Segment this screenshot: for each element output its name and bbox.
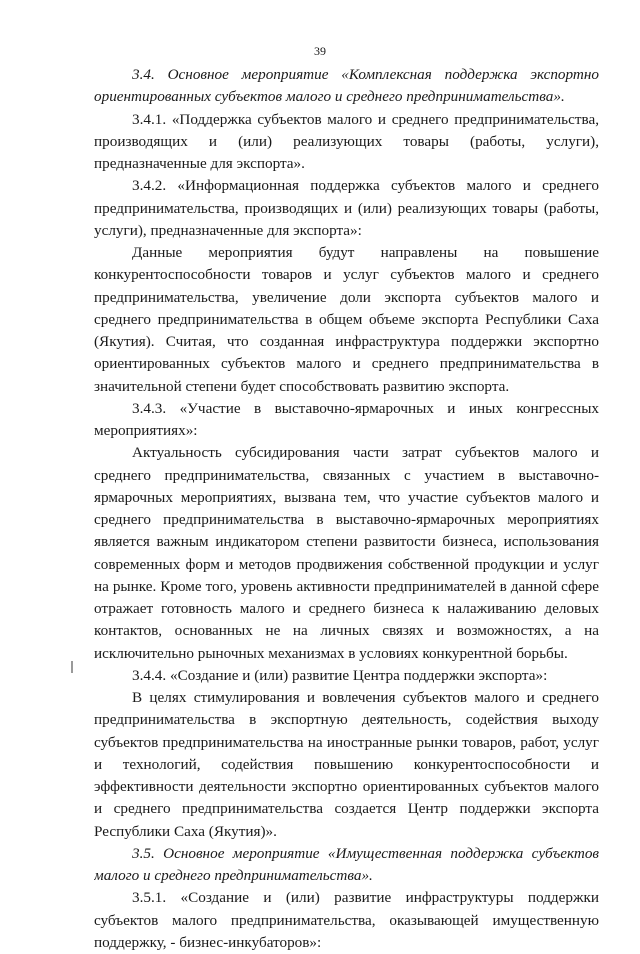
text-line: поддержку, - бизнес-инкубаторов»: — [94, 933, 322, 951]
text-line: субъектов малого предпринимательства, оказывающей имущественную — [94, 911, 599, 929]
text-line: исключительно рыночных механизмах в условиях конкурентной борьбы. — [94, 644, 568, 662]
text-line: и технологий, содействия повышению конкурентоспособности и — [94, 755, 599, 773]
text-line: 3.5.1. «Создание и (или) развитие инфраструктуры поддержки — [132, 889, 599, 907]
text-line: ярмарочных мероприятиях, вызвана тем, что участие субъектов малого и — [94, 488, 599, 506]
text-line: 3.4.2. «Информационная поддержка субъектов малого и среднего — [132, 177, 599, 195]
text-line: ориентированных субъектов малого и среднего предпринимательства в — [94, 355, 599, 373]
text-line: 3.5. Основное мероприятие «Имущественная поддержка субъектов — [132, 844, 599, 862]
text-line: мероприятиях»: — [94, 422, 198, 439]
text-line: и среднего предпринимательства создается Центр поддержки экспорта — [94, 800, 599, 818]
text-line: Республики Саха (Якутия)». — [94, 822, 277, 840]
text-line: Актуальность субсидирования части затрат субъектов малого и — [132, 444, 599, 462]
document-body — [94, 64, 599, 954]
text-line: современных форм и методов продвижения собственной продукции и услуг — [94, 555, 599, 573]
text-line: предпринимательства в экспортную деятельность, содействия выходу — [94, 711, 599, 729]
scan-artifact-mark — [71, 661, 73, 673]
text-line: В целях стимулирования и вовлечения субъектов малого и среднего — [132, 689, 599, 706]
text-line: субъектов предпринимательства на иностранные рынки товаров, работ, услуг — [94, 733, 599, 751]
text-line: услуги), предназначенные для экспорта»: — [94, 221, 362, 239]
text-line: малого и среднего предпринимательства». — [94, 867, 373, 884]
text-line: 3.4.1. «Поддержка субъектов малого и среднего предпринимательства, — [132, 110, 599, 128]
text-line: (Якутия). Считая, что созданная инфраструктура поддержки экспортно — [94, 333, 599, 350]
text-line: эффективности деятельности экспортно ориентированных субъектов малого — [94, 778, 599, 795]
page-number: 39 — [314, 44, 326, 58]
text-line: среднего предпринимательства в выставочно-ярмарочных мероприятиях — [94, 511, 599, 528]
text-line: отражает готовность малого и среднего бизнеса к налаживанию деловых — [94, 600, 599, 617]
text-line: предпринимательства, увеличение доли экспорта субъектов малого и — [94, 288, 599, 306]
text-line: 3.4.3. «Участие в выставочно-ярмарочных и иных конгрессных — [132, 399, 599, 417]
text-line: является важным индикатором степени развитости бизнеса, использования — [94, 533, 599, 551]
text-line: среднего предпринимательства в общем объеме экспорта Республики Саха — [94, 310, 599, 328]
text-line: среднего предпринимательства, связанных с участием в выставочно- — [94, 466, 599, 484]
text-line: на рынке. Кроме того, уровень активности предпринимателей в данной сфере — [94, 577, 599, 595]
text-line: предназначенные для экспорта». — [94, 155, 305, 172]
text-line: Данные мероприятия будут направлены на повышение — [132, 244, 599, 261]
text-line: предпринимательства, производящих и (или) реализующих товары (работы, — [94, 199, 599, 217]
text-line: конкурентоспособности товаров и услуг субъектов малого и среднего — [94, 266, 599, 284]
text-line: ориентированных субъектов малого и среднего предпринимательства». — [94, 88, 565, 106]
text-line: значительной степени будет способствовать развитию экспорта. — [94, 377, 510, 395]
text-line: контактов, основанных не на личных связях и возможностях, а на — [94, 622, 599, 640]
text-line: 3.4. Основное мероприятие «Комплексная поддержка экспортно — [132, 66, 599, 83]
text-line: 3.4.4. «Создание и (или) развитие Центра поддержки экспорта»: — [132, 666, 548, 684]
text-line: производящих и (или) реализующих товары (работы, услуги), — [94, 132, 599, 150]
